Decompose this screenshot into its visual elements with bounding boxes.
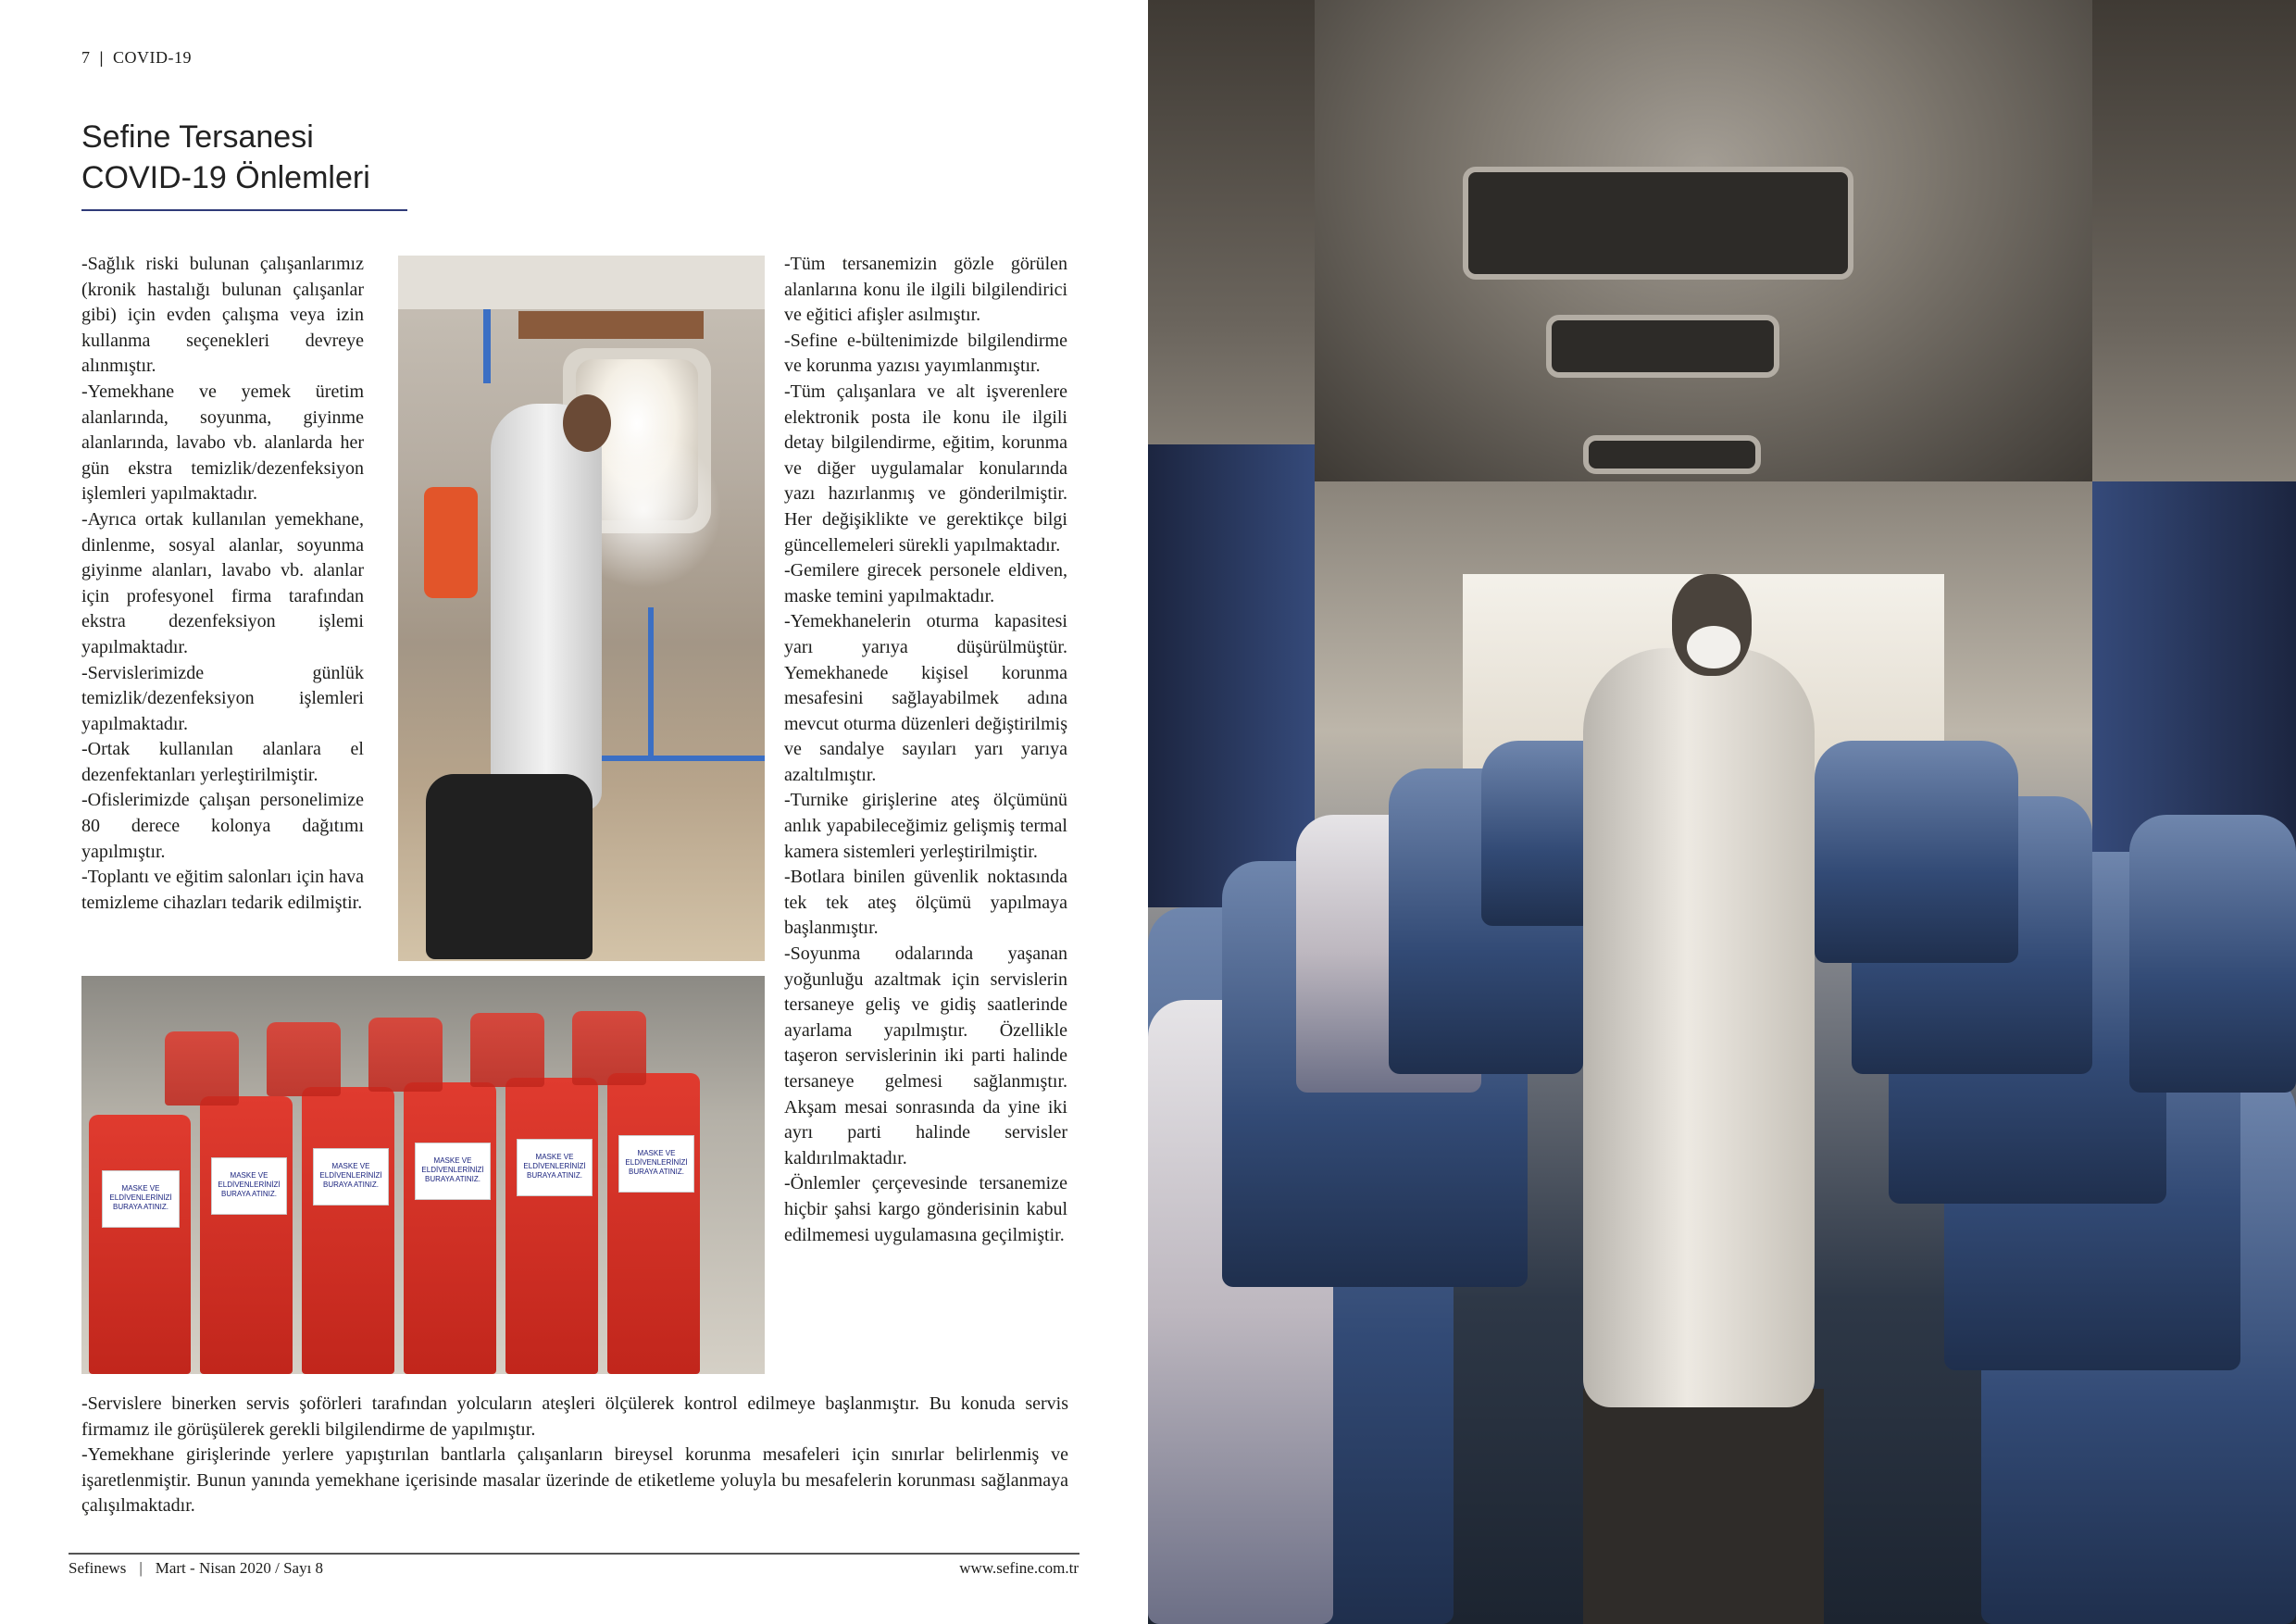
bullet-paragraph: -Yemekhanelerin oturma kapasitesi yarı yarıya düşürülmüştür. Yemekhanede kişisel korunma mesafesini sağlayabilmek adına mevcut oturma düzenleri değiştirilmiş ve sandalye sayıları yarı yarıya azaltılmıştır. xyxy=(784,611,1067,785)
bullet-paragraph: -Botlara binilen güvenlik noktasında tek tek ateş ölçümü yapılmaya başlanmıştır. xyxy=(784,867,1067,939)
title-line-2: COVID-19 Önlemleri xyxy=(81,160,370,195)
title-line-1: Sefine Tersanesi xyxy=(81,119,314,155)
bin-label: MASKE VE ELDİVENLERİNİZİ BURAYA ATINIZ. xyxy=(211,1157,287,1215)
bin-label: MASKE VE ELDİVENLERİNİZİ BURAYA ATINIZ. xyxy=(618,1135,694,1193)
bullet-paragraph: -Ayrıca ortak kullanılan yemekhane, dinlenme, sosyal alanlar, soyunma giyinme alanları, lavabo vb. alanlar için profesyonel firma tarafından ekstra dezenfeksiyon işlemi yapılmaktadır. xyxy=(81,508,364,657)
issue-info: Mart - Nisan 2020 / Sayı 8 xyxy=(155,1559,324,1577)
left-text-column xyxy=(81,252,364,916)
bullet-paragraph: -Soyunma odalarında yaşanan yoğunluğu azaltmak için servislerin tersaneye geliş ve gidiş saatlerinde ayarlama yapılmıştır. Özellikle taşeron servislerinin iki parti halinde tersaneye gelmesi sağlanmıştır. Akşam mesai sonrasında da yine iki ayrı parti halinde servisler kaldırılmaktadır. xyxy=(784,943,1067,1168)
bin-label: MASKE VE ELDİVENLERİNİZİ BURAYA ATINIZ. xyxy=(415,1143,491,1200)
bullet-paragraph: -Toplantı ve eğitim salonları için hava temizleme cihazları tedarik edilmiştir. xyxy=(81,867,364,913)
bullet-paragraph: -Önlemler çerçevesinde tersanemize hiçbir şahsi kargo gönderisinin kabul edilmemesi uygulamasına geçilmiştir. xyxy=(784,1173,1067,1245)
title-underline xyxy=(81,209,407,211)
bin-label: MASKE VE ELDİVENLERİNİZİ BURAYA ATINIZ. xyxy=(102,1170,180,1228)
section-name: COVID-19 xyxy=(112,48,192,67)
footer-publication xyxy=(69,1559,323,1578)
page-header xyxy=(81,48,192,68)
bullet-paragraph: -Ortak kullanılan alanlara el dezenfektanları yerleştirilmiştir. xyxy=(81,739,364,785)
right-text-column xyxy=(784,252,1067,1248)
footer-separator: | xyxy=(139,1559,143,1577)
bin-label: MASKE VE ELDİVENLERİNİZİ BURAYA ATINIZ. xyxy=(313,1148,389,1206)
bullet-paragraph: -Yemekhane girişlerinde yerlere yapıştırılan bantlarla çalışanların bireysel korunma mesafeleri için sınırlar belirlenmiş ve işaretlenmiştir. Bunun yanında yemekhane içerisinde masalar üzerinde de etiketleme yoluyla bu mesafelerin korunması sağlanmaya çalışılmaktadır. xyxy=(81,1444,1068,1517)
bin-label: MASKE VE ELDİVENLERİNİZİ BURAYA ATINIZ. xyxy=(517,1139,593,1196)
footer-divider xyxy=(69,1553,1079,1555)
page-number: 7 xyxy=(81,48,91,67)
bullet-paragraph: -Turnike girişlerine ateş ölçümünü anlık yapabileceğimiz gelişmiş termal kamera sistemleri yerleştirilmiştir. xyxy=(784,790,1067,862)
bullet-paragraph: -Tüm tersanemizin gözle görülen alanlarına konu ile ilgili bilgilendirici ve eğitici afişler asılmıştır. xyxy=(784,254,1067,326)
bullet-paragraph: -Sefine e-bültenimizde bilgilendirme ve korunma yazısı yayımlanmıştır. xyxy=(784,330,1067,377)
bullet-paragraph: -Servislerimizde günlük temizlik/dezenfeksiyon işlemleri yapılmaktadır. xyxy=(81,662,364,734)
photo-red-waste-bins xyxy=(81,976,765,1374)
photo-disinfection-cabin xyxy=(398,256,765,961)
publication-name: Sefinews xyxy=(69,1559,127,1577)
bottom-text xyxy=(81,1392,1068,1519)
bullet-paragraph: -Ofislerimizde çalışan personelimize 80 derece kolonya dağıtımı yapılmıştır. xyxy=(81,790,364,862)
bullet-paragraph: -Gemilere girecek personele eldiven, maske temini yapılmaktadır. xyxy=(784,560,1067,606)
article-title xyxy=(81,117,370,198)
photo-bus-disinfection xyxy=(1148,0,2296,1624)
bullet-paragraph: -Tüm çalışanlara ve alt işverenlere elektronik posta ile konu ile ilgili detay bilgilendirme, eğitim, korunma ve diğer uygulamalar konularında yazı hazırlanmış ve gönderilmiştir. Her değişiklikte ve gerektikçe bilgi güncellemeleri sürekli yapılmaktadır. xyxy=(784,381,1067,556)
header-separator: | xyxy=(99,48,104,67)
bullet-paragraph: -Yemekhane ve yemek üretim alanlarında, soyunma, giyinme alanlarında, lavabo vb. alanlarda her gün ekstra temizlik/dezenfeksiyon işlemleri yapılmaktadır. xyxy=(81,381,364,505)
footer-website[interactable]: www.sefine.com.tr xyxy=(959,1559,1079,1577)
bullet-paragraph: -Sağlık riski bulunan çalışanlarımız (kronik hastalığı bulunan çalışanlar gibi) için evden çalışma veya izin kullanma seçenekleri devreye alınmıştır. xyxy=(81,254,364,377)
bullet-paragraph: -Servislere binerken servis şoförleri tarafından yolcuların ateşleri ölçülerek kontrol edilmeye başlanmıştır. Bu konuda servis firmamız ile görüşülerek gerekli bilgilendirme de yapılmıştır. xyxy=(81,1393,1068,1440)
